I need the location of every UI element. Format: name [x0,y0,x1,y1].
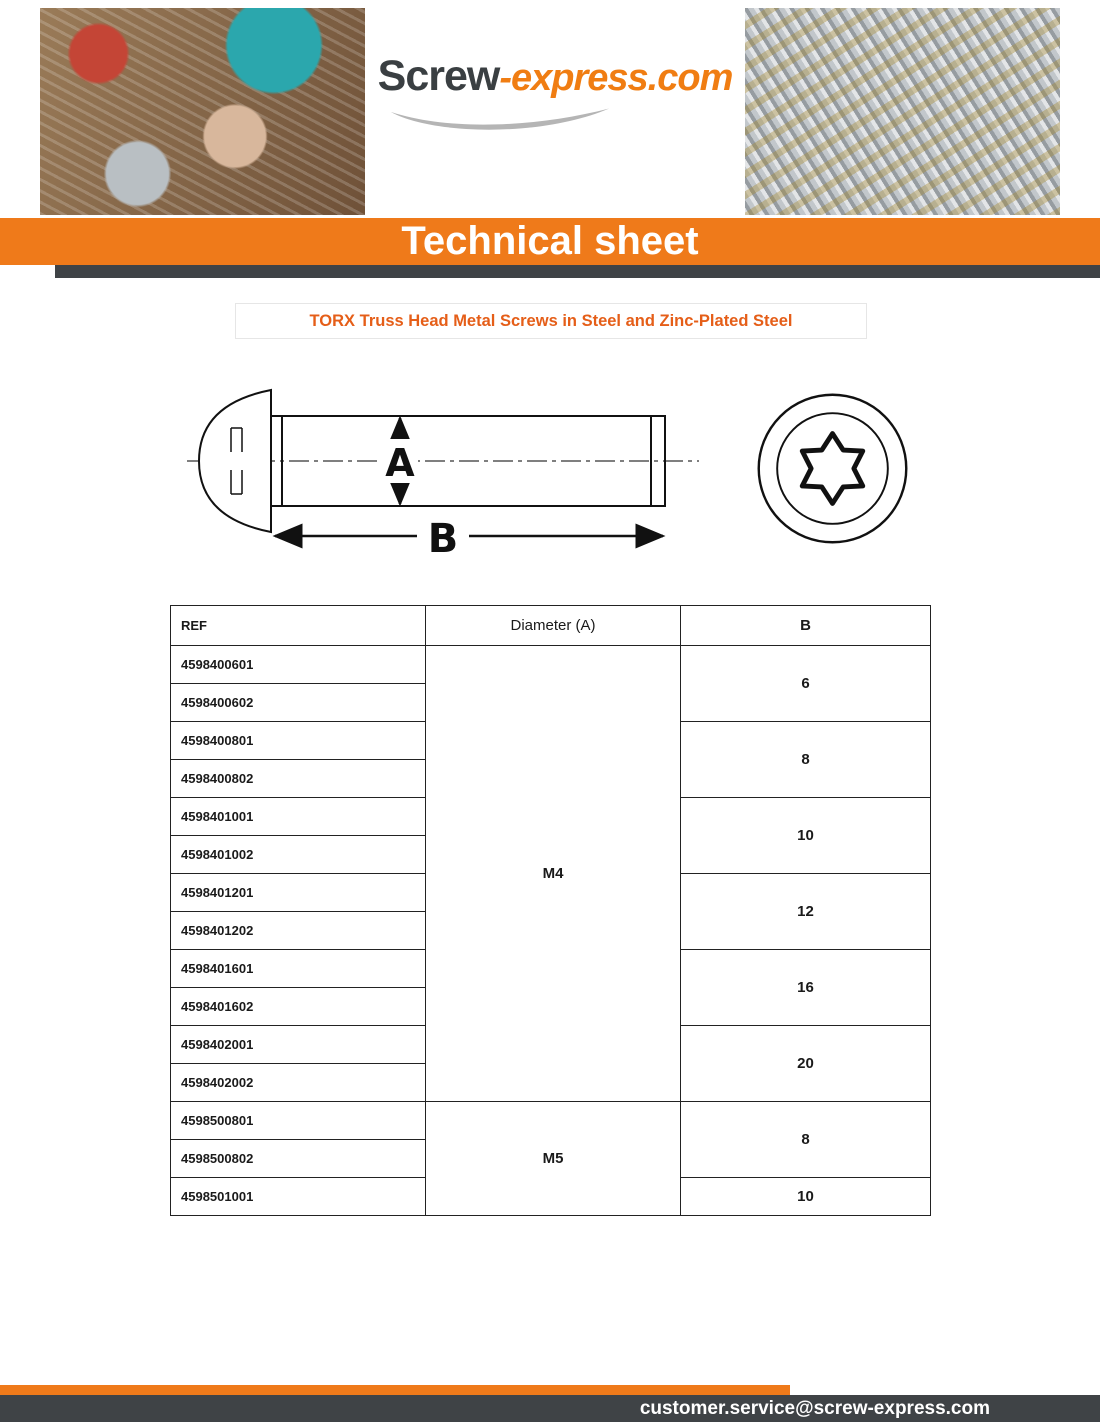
ref-cell: 4598500802 [171,1140,426,1178]
footer [0,1395,1100,1422]
header-photo-screws [745,8,1060,215]
logo-text [365,52,745,101]
table-header-row [171,606,931,646]
ref-cell: 4598501001 [171,1178,426,1216]
header-diameter: Diameter (A) [426,606,681,646]
banner-title: Technical sheet [401,219,699,263]
ref-cell: 4598400601 [171,646,426,684]
dimension-b-label: B [427,515,459,561]
dimension-a [382,418,418,504]
dimension-b [275,514,663,561]
banner-shadow-bar [55,265,1100,278]
head-inner-circle [777,413,888,524]
ref-cell: 4598401002 [171,836,426,874]
logo-swoosh [375,105,625,131]
logo-text-express: -express.com [499,57,733,99]
torx-star [802,433,863,503]
b-cell: 6 [681,646,931,722]
ref-cell: 4598400802 [171,760,426,798]
dimension-a-label: A [385,440,415,485]
ref-table [170,605,931,1216]
table-row [171,1102,931,1140]
logo-text-screw: Screw [377,52,500,100]
ref-cell: 4598500801 [171,1102,426,1140]
ref-cell: 4598402001 [171,1026,426,1064]
header-b: B [681,606,931,646]
head-outer-circle [759,394,907,542]
screw-head-outline [199,390,271,532]
ref-cell: 4598401602 [171,988,426,1026]
diameter-cell: M5 [426,1102,681,1216]
b-cell: 20 [681,1026,931,1102]
table-row [171,646,931,684]
b-cell: 8 [681,722,931,798]
ref-cell: 4598400801 [171,722,426,760]
footer-email: customer.service@screw-express.com [639,1398,990,1419]
ref-cell: 4598401202 [171,912,426,950]
ref-cell: 4598401601 [171,950,426,988]
ref-cell: 4598402002 [171,1064,426,1102]
b-cell: 12 [681,874,931,950]
header-ref: REF [171,606,426,646]
technical-drawing [150,368,950,568]
ref-cell: 4598400602 [171,684,426,722]
sheet-title: TORX Truss Head Metal Screws in Steel and Zinc-Plated Steel [235,303,867,339]
diameter-cell: M4 [426,646,681,1102]
screw-front-view-drawing [750,386,915,551]
b-cell: 10 [681,798,931,874]
b-cell: 16 [681,950,931,1026]
logo [365,52,745,131]
ref-cell: 4598401001 [171,798,426,836]
b-cell: 10 [681,1178,931,1216]
header-photo-workbench [40,8,365,215]
ref-cell: 4598401201 [171,874,426,912]
banner-technical-sheet [0,218,1100,265]
screw-side-view-drawing [185,376,705,561]
b-cell: 8 [681,1102,931,1178]
